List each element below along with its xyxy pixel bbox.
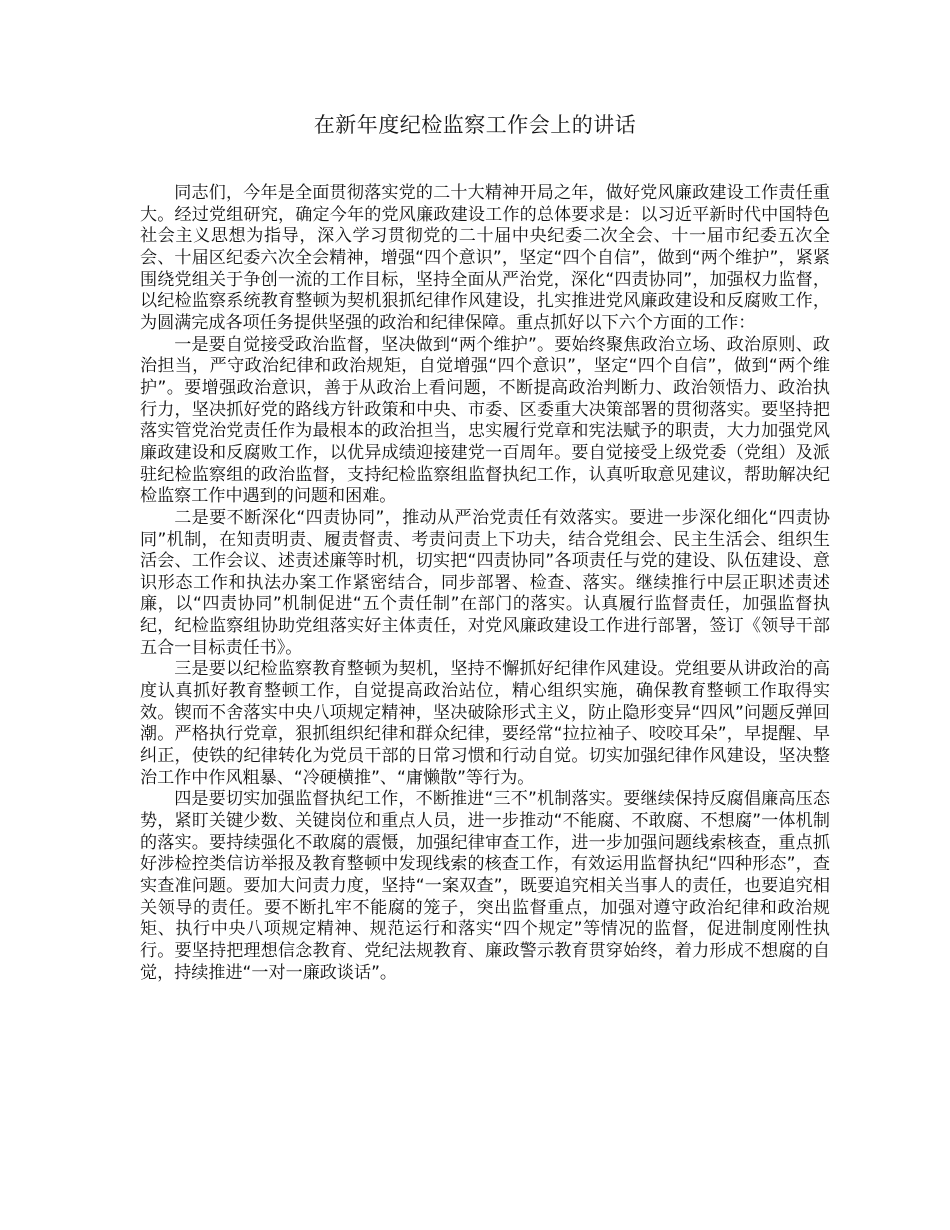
paragraph-intro: 同志们，今年是全面贯彻落实党的二十大精神开局之年，做好党风廉政建设工作责任重大。经过党组研究，确定今年的党风廉政建设工作的总体要求是：以习近平新时代中国特色社会主义思想为指导，深入学习贯彻党的二十届中央纪委二次全会、十一届市纪委五次全会、十届区纪委六次全会精神，增强“四个意识”，坚定“四个自信”，做到“两个维护”，紧紧围绕党组关于争创一流的工作目标，坚持全面从严治党，深化“四责协同”，加强权力监督，以纪检监察系统教育整顿为契机狠抓纪律作风建设，扎实推进党风廉政建设和反腐败工作，为圆满完成各项任务提供坚强的政治和纪律保障。重点抓好以下六个方面的工作： xyxy=(140,183,830,333)
paragraph-point-four: 四是要切实加强监督执纪工作，不断推进“三不”机制落实。要继续保持反腐倡廉高压态势，紧盯关键少数、关键岗位和重点人员，进一步推动“不能腐、不敢腐、不想腐”一体机制的落实。要持续强化不敢腐的震慑，加强纪律审查工作，进一步加强问题线索核查，重点抓好涉检控类信访举报及教育整顿中发现线索的核查工作，有效运用监督执纪“四种形态”，查实查准问题。要加大问责力度，坚持“一案双查”，既要追究相关当事人的责任，也要追究相关领导的责任。要不断扎牢不能腐的笼子，突出监督重点，加强对遵守政治纪律和政治规矩、执行中央八项规定精神、规范运行和落实“四个规定”等情况的监督，促进制度刚性执行。要坚持把理想信念教育、党纪法规教育、廉政警示教育贯穿始终，着力形成不想腐的自觉，持续推进“一对一廉政谈话”。 xyxy=(140,789,830,983)
document-title: 在新年度纪检监察工作会上的讲话 xyxy=(313,113,637,137)
paragraph-point-three: 三是要以纪检监察教育整顿为契机，坚持不懈抓好纪律作风建设。党组要从讲政治的高度认真抓好教育整顿工作，自觉提高政治站位，精心组织实施，确保教育整顿工作取得实效。锲而不舍落实中央八项规定精神，坚决破除形式主义，防止隐形变异“四风”问题反弹回潮。严格执行党章，狠抓组织纪律和群众纪律，要经常“拉拉袖子、咬咬耳朵”，早提醒、早纠正，使铁的纪律转化为党员干部的日常习惯和行动自觉。切实加强纪律作风建设，坚决整治工作中作风粗暴、“冷硬横推”、“庸懒散”等行为。 xyxy=(140,659,830,788)
paragraph-point-two: 二是要不断深化“四责协同”，推动从严治党责任有效落实。要进一步深化细化“四责协同”机制，在知责明责、履责督责、考责问责上下功夫，结合党组会、民主生活会、组织生活会、工作会议、述责述廉等时机，切实把“四责协同”各项责任与党的建设、队伍建设、意识形态工作和执法办案工作紧密结合，同步部署、检查、落实。继续推行中层正职述责述廉，以“四责协同”机制促进“五个责任制”在部门的落实。认真履行监督责任，加强监督执纪，纪检监察组协助党组落实好主体责任，对党风廉政建设工作进行部署，签订《领导干部五合一目标责任书》。 xyxy=(140,507,830,658)
document-body xyxy=(140,183,830,984)
paragraph-point-one: 一是要自觉接受政治监督，坚决做到“两个维护”。要始终聚焦政治立场、政治原则、政治担当，严守政治纪律和政治规矩，自觉增强“四个意识”，坚定“四个自信”，做到“两个维护”。要增强政治意识，善于从政治上看问题，不断提高政治判断力、政治领悟力、政治执行力，坚决抓好党的路线方针政策和中央、市委、区委重大决策部署的贯彻落实。要坚持把落实管党治党责任作为最根本的政治担当，忠实履行党章和宪法赋予的职责，大力加强党风廉政建设和反腐败工作，以优异成绩迎接建党一百周年。要自觉接受上级党委（党组）及派驻纪检监察组的政治监督，支持纪检监察组监督执纪工作，认真听取意见建议，帮助解决纪检监察工作中遇到的问题和困难。 xyxy=(140,334,830,507)
